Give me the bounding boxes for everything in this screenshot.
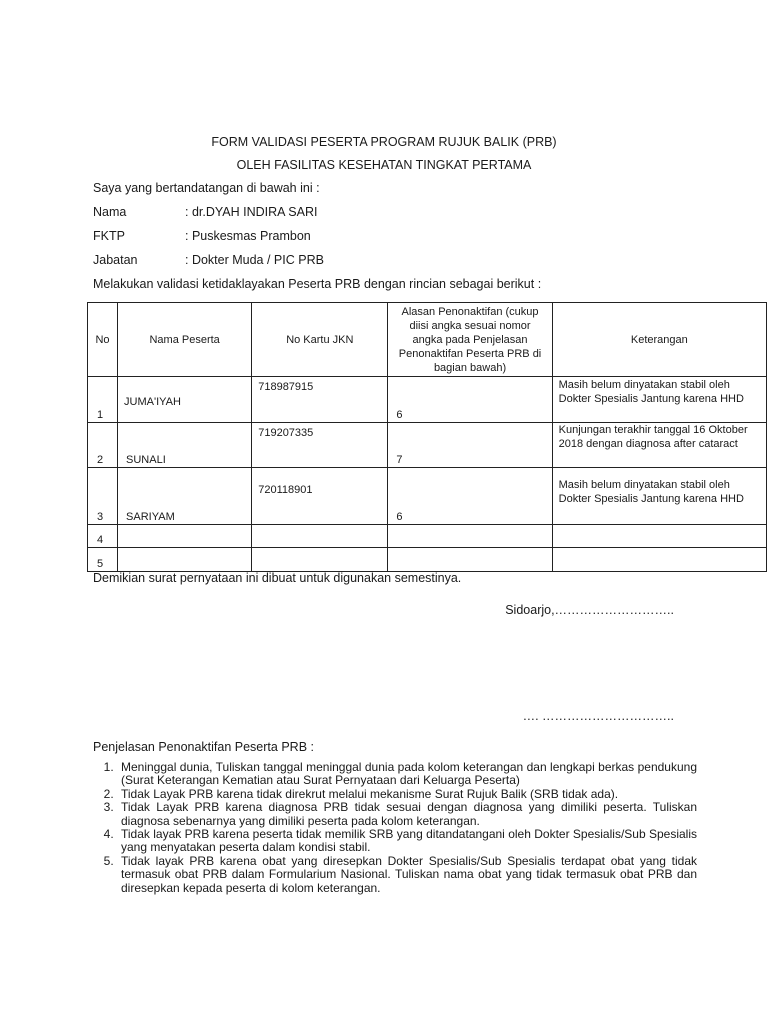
row-keterangan: Masih belum dinyatakan stabil oleh Dokter Spesialis Jantung karena HHD [558, 379, 744, 405]
row-no: 2 [97, 454, 104, 466]
place-date: Sidoarjo,……………………….. [505, 603, 674, 617]
jabatan-value: : Dokter Muda / PIC PRB [185, 253, 324, 267]
header-nama: Nama Peserta [118, 303, 252, 377]
explanation-item: 4. Tidak layak PRB karena peserta tidak memilik SRB yang ditandatangani oleh Dokter Spesialis/Sub Spesialis yang menyatakan peserta dalam kondisi stabil. [117, 828, 697, 855]
header-keterangan: Keterangan [552, 303, 766, 377]
jabatan-label: Jabatan [93, 253, 138, 267]
header-kartu: No Kartu JKN [252, 303, 388, 377]
row-kartu: 719207335 [258, 427, 314, 439]
table-row [88, 377, 767, 423]
row-alasan: 7 [396, 454, 403, 466]
row-kartu: 718987915 [258, 381, 314, 393]
form-title: FORM VALIDASI PESERTA PROGRAM RUJUK BALIK (PRB) [211, 135, 557, 149]
validation-text: Melakukan validasi ketidaklayakan Peserta PRB dengan rincian sebagai berikut : [93, 277, 542, 291]
signature-line: …. ………………………….. [522, 709, 674, 723]
fktp-label: FKTP [93, 229, 125, 243]
intro-text: Saya yang bertandatangan di bawah ini : [93, 181, 320, 195]
row-no: 4 [97, 534, 104, 546]
row-no: 3 [97, 511, 104, 523]
row-nama [118, 525, 252, 548]
explanation-item: 2. Tidak Layak PRB karena tidak direkrut melalui mekanisme Surat Rujuk Balik (SRB tidak ada). [117, 788, 697, 801]
explanation-item: 1. Meninggal dunia, Tuliskan tanggal meninggal dunia pada kolom keterangan dan lengkapi berkas pendukung (Surat Keterangan Kematian atau Surat Pernyataan dari Keluarga Peserta) [117, 761, 697, 788]
row-nama: SARIYAM [126, 511, 175, 523]
row-kartu [252, 525, 388, 548]
row-alasan [388, 525, 552, 548]
header-no: No [88, 303, 118, 377]
table-row [88, 423, 767, 468]
row-alasan: 6 [396, 511, 403, 523]
row-no: 5 [97, 558, 104, 570]
explanation-list [93, 761, 697, 895]
header-alasan: Alasan Penonaktifan (cukup diisi angka sesuai nomor angka pada Penjelasan Penonaktifan Peserta PRB di bagian bawah) [388, 303, 552, 377]
row-nama: SUNALI [126, 454, 166, 466]
closing-text: Demikian surat pernyataan ini dibuat untuk digunakan semestinya. [93, 571, 462, 585]
table-header-row [88, 303, 767, 377]
table-row [88, 525, 767, 548]
table-row [88, 548, 767, 572]
form-subtitle: OLEH FASILITAS KESEHATAN TINGKAT PERTAMA [236, 158, 532, 172]
participant-table [87, 302, 767, 572]
row-nama: JUMA'IYAH [124, 396, 181, 408]
fktp-value: : Puskesmas Prambon [185, 229, 311, 243]
explanation-item: 5. Tidak layak PRB karena obat yang diresepkan Dokter Spesialis/Sub Spesialis terdapat obat yang tidak termasuk obat PRB dalam Formularium Nasional. Tuliskan nama obat yang tidak termasuk obat PRB dan diresepkan kepada peserta di kolom keterangan. [117, 855, 697, 895]
table-row [88, 468, 767, 525]
row-keterangan: Masih belum dinyatakan stabil oleh Dokter Spesialis Jantung karena HHD [558, 479, 744, 505]
row-keterangan [552, 525, 766, 548]
row-kartu [252, 548, 388, 572]
nama-label: Nama [93, 205, 127, 219]
row-keterangan: Kunjungan terakhir tanggal 16 Oktober 2018 dengan diagnosa after cataract [558, 424, 748, 450]
explanation-title: Penjelasan Penonaktifan Peserta PRB : [93, 740, 314, 754]
explanation-item: 3. Tidak Layak PRB karena diagnosa PRB tidak sesuai dengan diagnosa yang dimiliki peserta. Tuliskan diagnosa sebenarnya yang dimiliki peserta pada kolom keterangan. [117, 801, 697, 828]
row-nama [118, 548, 252, 572]
row-no: 1 [97, 409, 104, 421]
row-kartu: 720118901 [258, 484, 313, 496]
nama-value: : dr.DYAH INDIRA SARI [185, 205, 318, 219]
row-alasan: 6 [396, 409, 403, 421]
row-keterangan [552, 548, 766, 572]
row-alasan [388, 548, 552, 572]
